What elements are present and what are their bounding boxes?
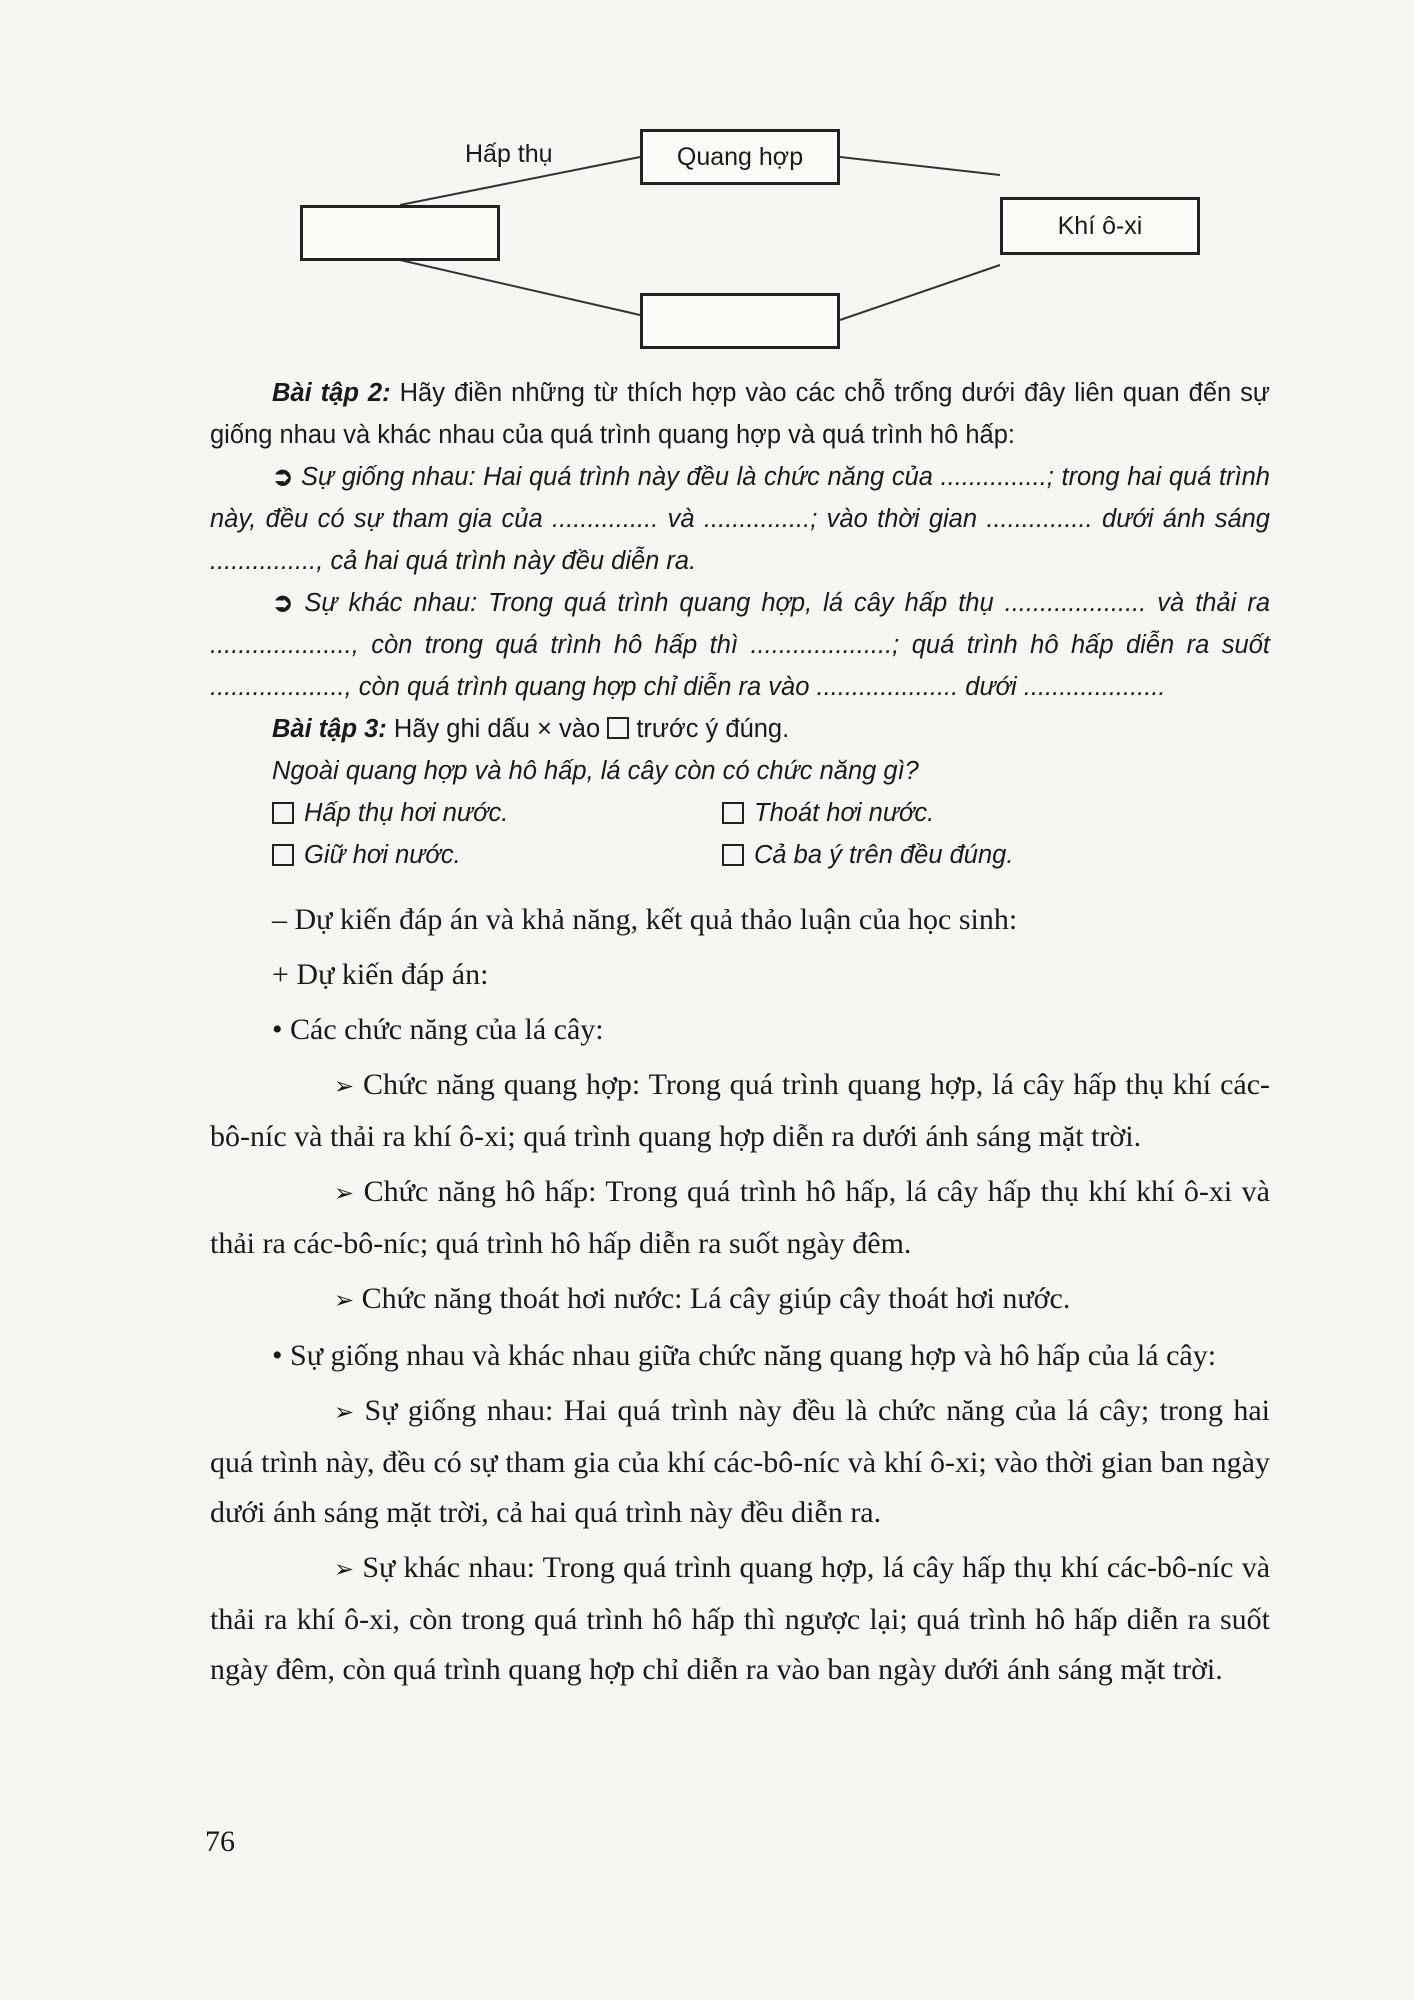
compare-similarity: ➢ Sự giống nhau: Hai quá trình này đều là chức năng của lá cây; trong hai quá trình này, đều có sự tham gia của khí các-bô-níc và khí ô-xi; vào thời gian ban ngày dưới ánh sáng mặt trời, cả hai quá trình này đều diễn ra. — [210, 1386, 1270, 1538]
exercise-3-instruction: Bài tập 3: Hãy ghi dấu × vào trước ý đúng. — [272, 715, 790, 743]
compare-title: • Sự giống nhau và khác nhau giữa chức năng quang hợp và hô hấp của lá cây: — [272, 1339, 1217, 1372]
connector-top-to-right — [840, 157, 1000, 175]
curved-arrow-icon: ➲ — [272, 589, 294, 617]
option-4[interactable]: Cả ba ý trên đều đúng. — [722, 834, 1222, 876]
answer-subheading: + Dự kiến đáp án: — [272, 958, 489, 991]
exercise-2-title: Bài tập 2: — [272, 379, 391, 407]
function-photosynthesis: ➢ Chức năng quang hợp: Trong quá trình quang hợp, lá cây hấp thụ khí các-bô-níc và thải ra khí ô-xi; quá trình quang hợp diễn ra dưới ánh sáng mặt trời. — [210, 1060, 1270, 1162]
connector-left-to-bottom — [400, 260, 640, 315]
blank-left-box — [300, 205, 500, 261]
functions-title: • Các chức năng của lá cây: — [272, 1013, 604, 1046]
exercise-2-similarity: ➲ Sự giống nhau: Hai quá trình này đều là chức năng của ...............; trong hai quá trình này, đều có sự tham gia của ............... và ...............; vào thời gian ............... dưới ánh sáng ..............., cả hai quá trình này đều diễn ra. — [210, 463, 1270, 575]
blank-bottom-box — [640, 293, 840, 349]
exercise-3-options — [272, 792, 1270, 876]
checkbox-icon[interactable] — [272, 844, 294, 866]
option-3[interactable]: Giữ hơi nước. — [272, 834, 722, 876]
photosynthesis-box: Quang hợp — [640, 129, 840, 185]
function-transpiration: ➢ Chức năng thoát hơi nước: Lá cây giúp cây thoát hơi nước. — [210, 1274, 1270, 1326]
curved-arrow-icon: ➲ — [272, 463, 294, 491]
compare-difference: ➢ Sự khác nhau: Trong quá trình quang hợp, lá cây hấp thụ khí các-bô-níc và thải ra khí ô-xi, còn trong quá trình hô hấp thì ngược lại; quá trình hô hấp diễn ra suốt ngày đêm, còn quá trình quang hợp chỉ diễn ra vào ban ngày dưới ánh sáng mặt trời. — [210, 1543, 1270, 1695]
arrowhead-icon: ➢ — [334, 1181, 355, 1207]
checkbox-icon — [607, 717, 629, 739]
option-2[interactable]: Thoát hơi nước. — [722, 792, 1222, 834]
exercise-section — [210, 372, 1270, 876]
connector-bottom-to-right — [840, 265, 1000, 320]
arrowhead-icon: ➢ — [334, 1557, 355, 1583]
page-number: 76 — [205, 1825, 235, 1858]
bullet-icon: • — [272, 1013, 283, 1046]
exercise-3-question: Ngoài quang hợp và hô hấp, lá cây còn có chức năng gì? — [272, 757, 919, 785]
oxygen-box: Khí ô-xi — [1000, 197, 1200, 255]
checkbox-icon[interactable] — [272, 802, 294, 824]
bullet-icon: • — [272, 1339, 283, 1372]
answer-heading: – Dự kiến đáp án và khả năng, kết quả thảo luận của học sinh: — [272, 903, 1018, 936]
arrowhead-icon: ➢ — [334, 1400, 355, 1426]
absorb-label: Hấp thụ — [465, 140, 553, 168]
arrowhead-icon: ➢ — [334, 1288, 355, 1314]
exercise-2-difference: ➲ Sự khác nhau: Trong quá trình quang hợp, lá cây hấp thụ .................... và thải ra ...................., còn trong quá trình hô hấp thì ....................; quá trình hô hấp diễn ra suốt ..................., còn quá trình quang hợp chỉ diễn ra vào .................... dưới .................... — [210, 589, 1270, 701]
photosynthesis-diagram — [280, 105, 1220, 365]
option-1[interactable]: Hấp thụ hơi nước. — [272, 792, 722, 834]
checkbox-icon[interactable] — [722, 844, 744, 866]
checkbox-icon[interactable] — [722, 802, 744, 824]
exercise-3-title: Bài tập 3: — [272, 715, 387, 743]
function-respiration: ➢ Chức năng hô hấp: Trong quá trình hô hấp, lá cây hấp thụ khí khí ô-xi và thải ra các-bô-níc; quá trình hô hấp diễn ra suốt ngày đêm. — [210, 1167, 1270, 1269]
arrowhead-icon: ➢ — [334, 1074, 355, 1100]
answer-section — [210, 895, 1270, 1700]
exercise-2-intro: Bài tập 2: Hãy điền những từ thích hợp vào các chỗ trống dưới đây liên quan đến sự giống nhau và khác nhau của quá trình quang hợp và quá trình hô hấp: — [210, 379, 1270, 449]
